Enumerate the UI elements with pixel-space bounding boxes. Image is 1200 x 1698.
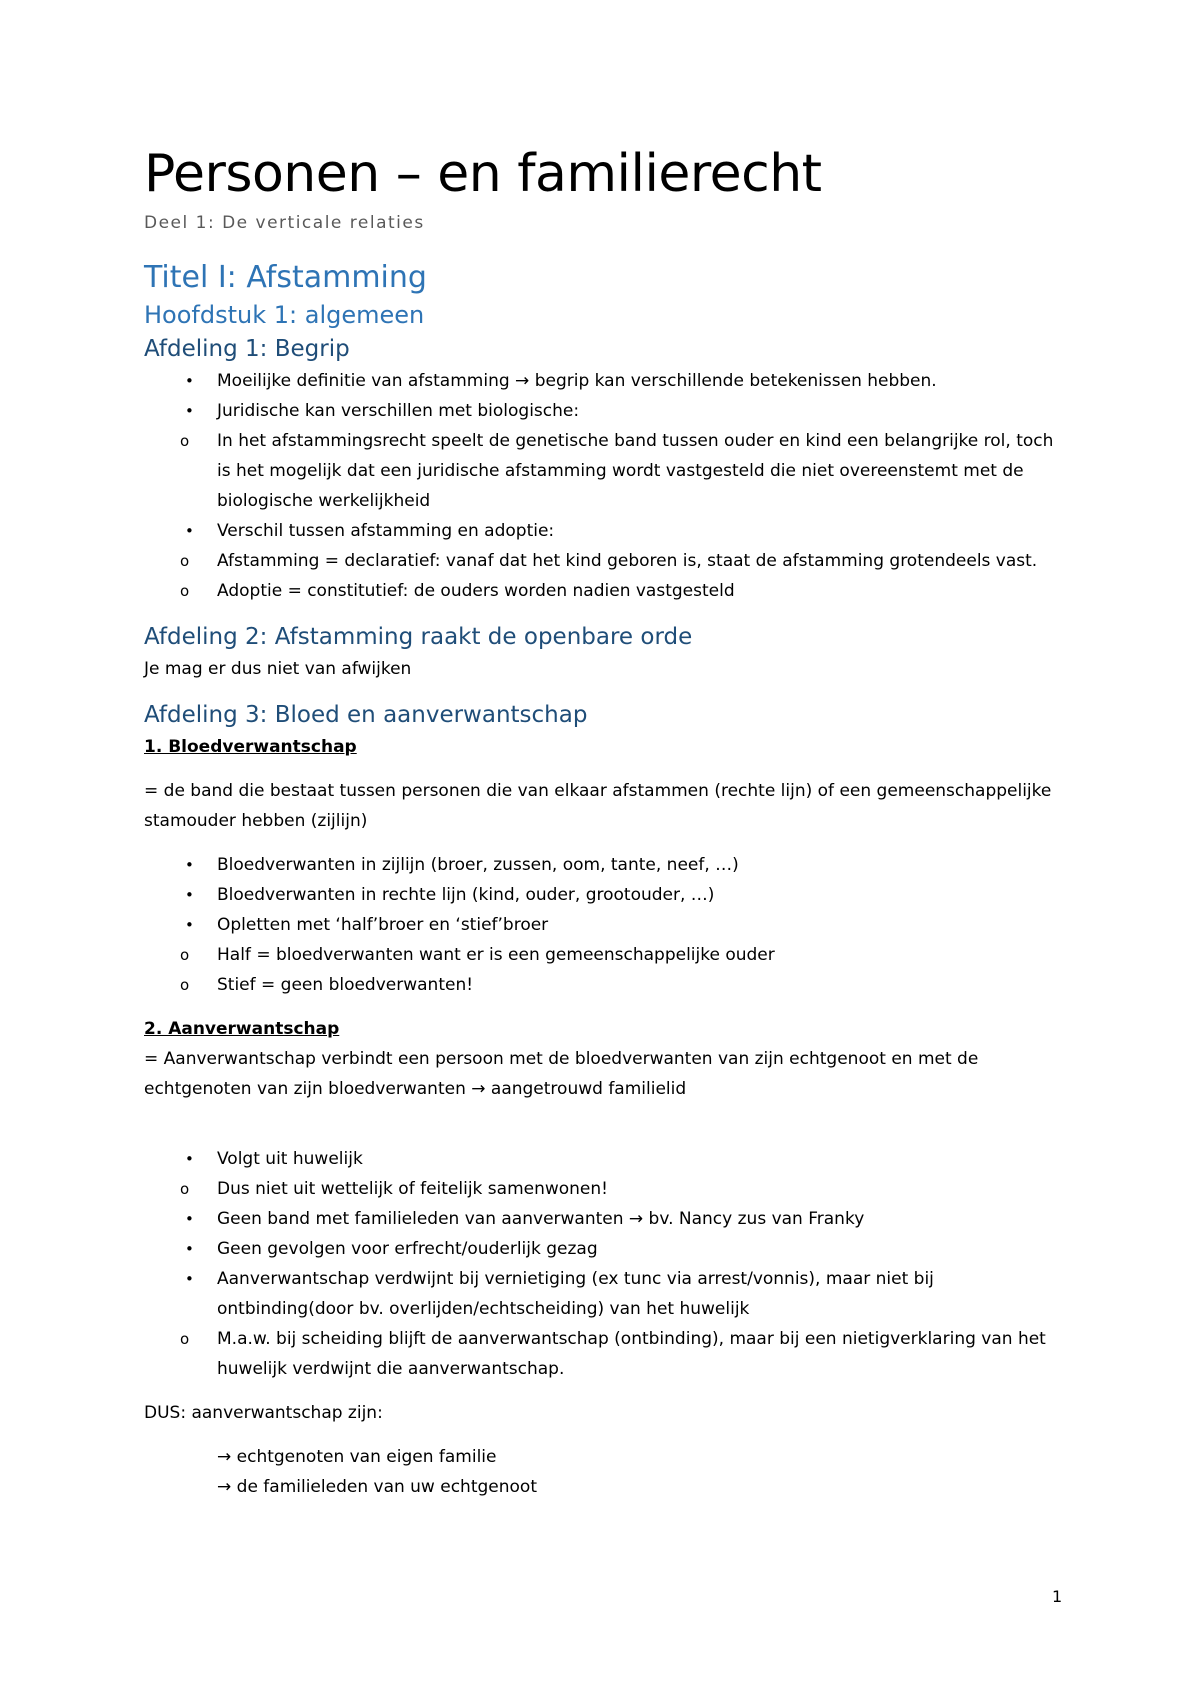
sub-bullet-icon: o [180, 976, 190, 994]
heading-hoofdstuk-1: Hoofdstuk 1: algemeen [144, 301, 425, 329]
list-item-text: Opletten met ‘half’broer en ‘stief’broer [217, 915, 549, 935]
bullet-icon: • [185, 372, 194, 390]
sub-list-item [180, 1174, 1064, 1204]
sub-list-item-text: Afstamming = declaratief: vanaf dat het kind geboren is, staat de afstamming grotendeels vast. [217, 551, 1038, 571]
heading-afdeling-2: Afdeling 2: Afstamming raakt de openbare orde [144, 624, 693, 650]
sub-bullet-icon: o [180, 552, 190, 570]
list-item [185, 880, 1064, 910]
sub-list-item [180, 426, 1064, 516]
list-item [185, 850, 1064, 880]
sub-list-item-text: Stief = geen bloedverwanten! [217, 975, 474, 995]
heading-afdeling-3: Afdeling 3: Bloed en aanverwantschap [144, 702, 588, 728]
sub-bullet-icon: o [180, 946, 190, 964]
sub-list-item [180, 1324, 1064, 1384]
heading-titel-1: Titel I: Afstamming [144, 260, 427, 295]
page-content [144, 138, 1064, 1502]
sub-list-item-text: M.a.w. bij scheiding blijft de aanverwantschap (ontbinding), maar bij een nietigverklaring van het huwelijk verdwijnt die aanverwantschap. [217, 1329, 1046, 1379]
section-label-bloedverwantschap: 1. Bloedverwantschap [144, 737, 357, 757]
sub-list-item [180, 940, 1064, 970]
bullet-icon: • [185, 856, 194, 874]
list-item [185, 1204, 1064, 1234]
sub-list-item [180, 576, 1064, 606]
sub-list-item [180, 546, 1064, 576]
bullet-icon: • [185, 1240, 194, 1258]
bullet-icon: • [185, 522, 194, 540]
list-item-text: Volgt uit huwelijk [217, 1149, 363, 1169]
list-item [180, 516, 1064, 606]
document-subtitle: Deel 1: De verticale relaties [144, 213, 425, 233]
dus-item: → echtgenoten van eigen familie [217, 1447, 497, 1467]
sub-bullet-icon: o [180, 582, 190, 600]
sub-list [144, 426, 1064, 516]
heading-afdeling-1: Afdeling 1: Begrip [144, 336, 350, 362]
sub-list-item-text: Dus niet uit wettelijk of feitelijk samenwonen! [217, 1179, 608, 1199]
sub-list [144, 546, 1064, 606]
bullet-icon: • [185, 916, 194, 934]
dus-label: DUS: aanverwantschap zijn: [144, 1403, 383, 1423]
dus-item: → de familieleden van uw echtgenoot [217, 1477, 537, 1497]
aanverwantschap-definition: = Aanverwantschap verbindt een persoon met de bloedverwanten van zijn echtgenoot en met de echtgenoten van zijn bloedverwanten → aangetrouwd familielid [144, 1049, 979, 1099]
list-item-text: Geen band met familieleden van aanverwanten → bv. Nancy zus van Franky [217, 1209, 865, 1229]
sub-list-item-text: In het afstammingsrecht speelt de genetische band tussen ouder en kind een belangrijke rol, toch is het mogelijk dat een juridische afstamming wordt vastgesteld die niet overeenstemt met de biologische werkelijkheid [217, 431, 1054, 511]
list-item [180, 396, 1064, 516]
page-number: 1 [1052, 1587, 1063, 1606]
sub-list [144, 1174, 1064, 1204]
document-title: Personen – en familierecht [144, 144, 822, 204]
blank-spacer [144, 1104, 1064, 1144]
afdeling-1-list [144, 366, 1064, 606]
bullet-icon: • [185, 402, 194, 420]
bullet-icon: • [185, 1150, 194, 1168]
sub-bullet-icon: o [180, 1330, 190, 1348]
list-item-text: Juridische kan verschillen met biologische: [217, 401, 580, 421]
list-item-text: Bloedverwanten in zijlijn (broer, zussen, oom, tante, neef, …) [217, 855, 739, 875]
bloedverwantschap-definition: = de band die bestaat tussen personen die van elkaar afstammen (rechte lijn) of een gemeenschappelijke stamouder hebben (zijlijn) [144, 781, 1052, 831]
list-item-text: Aanverwantschap verdwijnt bij vernietiging (ex tunc via arrest/vonnis), maar niet bij ontbinding(door bv. overlijden/echtscheiding) van het huwelijk [217, 1269, 934, 1319]
aanverwantschap-list [144, 1144, 1064, 1384]
list-item-text: Moeilijke definitie van afstamming → begrip kan verschillende betekenissen hebben. [217, 371, 937, 391]
bullet-icon: • [185, 886, 194, 904]
sub-bullet-icon: o [180, 1180, 190, 1198]
list-item [180, 910, 1064, 1000]
afdeling-2-text: Je mag er dus niet van afwijken [144, 659, 412, 679]
section-label-aanverwantschap: 2. Aanverwantschap [144, 1019, 340, 1039]
sub-list [144, 940, 1064, 1000]
bloedverwantschap-list [144, 850, 1064, 1000]
list-item-text: Verschil tussen afstamming en adoptie: [217, 521, 555, 541]
sub-list [144, 1324, 1064, 1384]
list-item-text: Geen gevolgen voor erfrecht/ouderlijk gezag [217, 1239, 598, 1259]
bullet-icon: • [185, 1270, 194, 1288]
sub-list-item [180, 970, 1064, 1000]
sub-bullet-icon: o [180, 432, 190, 450]
list-item-text: Bloedverwanten in rechte lijn (kind, ouder, grootouder, …) [217, 885, 715, 905]
list-item [185, 366, 1064, 396]
list-item [185, 1234, 1064, 1264]
sub-list-item-text: Half = bloedverwanten want er is een gemeenschappelijke ouder [217, 945, 775, 965]
sub-list-item-text: Adoptie = constitutief: de ouders worden nadien vastgesteld [217, 581, 735, 601]
bullet-icon: • [185, 1210, 194, 1228]
list-item [180, 1144, 1064, 1204]
list-item [180, 1264, 1064, 1384]
